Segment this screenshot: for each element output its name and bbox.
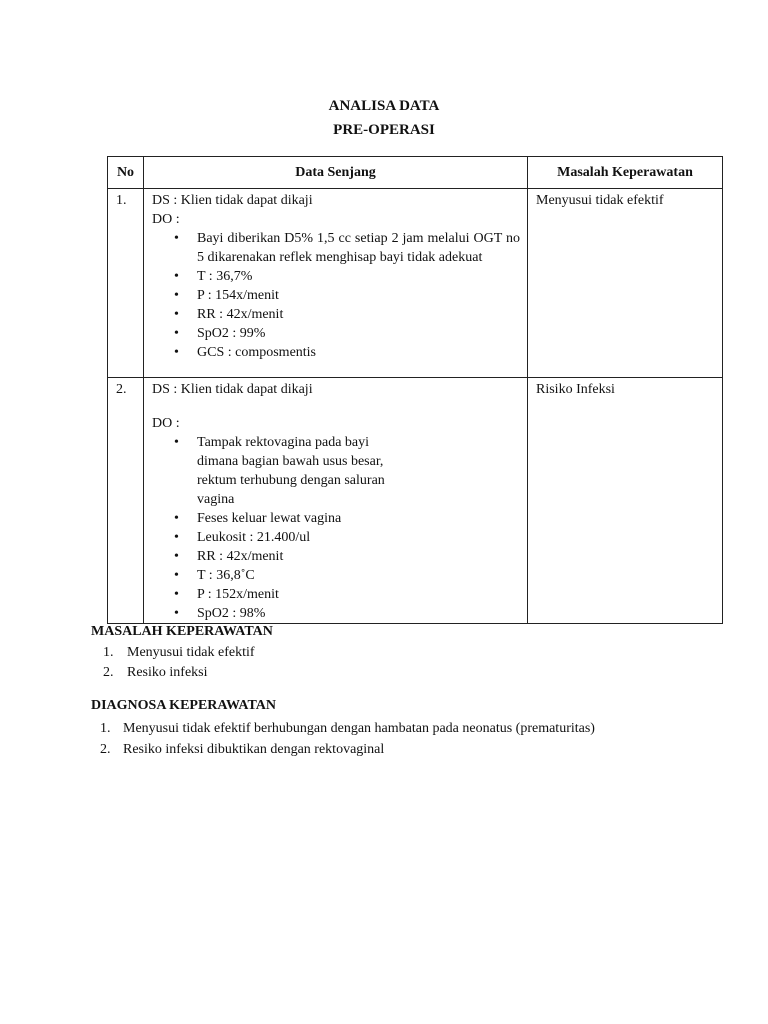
bullet-icon: • <box>174 288 179 303</box>
masalah-cell: Menyusui tidak efektif <box>528 189 723 378</box>
header-data-senjang: Data Senjang <box>144 157 528 189</box>
list-item: 2. Resiko infeksi dibuktikan dengan rektovaginal <box>100 742 385 757</box>
masalah-keperawatan-heading: MASALAH KEPERAWATAN <box>91 624 273 639</box>
list-item: • P : 154x/menit <box>174 288 279 303</box>
document-subtitle: PRE-OPERASI <box>333 122 435 138</box>
list-item: • T : 36,8˚C <box>174 568 255 583</box>
masalah-keperawatan-list <box>103 643 255 683</box>
masalah-cell: Risiko Infeksi <box>528 378 723 624</box>
bullet-icon: • <box>174 269 179 284</box>
diagnosa-keperawatan-heading: DIAGNOSA KEPERAWATAN <box>91 698 277 713</box>
bullet-icon: • <box>174 549 179 564</box>
list-item: • P : 152x/menit <box>174 587 279 602</box>
list-item: • RR : 42x/menit <box>174 549 284 564</box>
list-item: • Tampak rektovagina pada bayi dimana bagian bawah usus besar, rektum terhubung dengan saluran vagina <box>174 435 385 507</box>
list-item: • SpO2 : 98% <box>174 606 266 621</box>
data-senjang-cell <box>144 378 528 624</box>
list-item: • SpO2 : 99% <box>174 326 266 341</box>
list-item: • T : 36,7% <box>174 269 253 284</box>
list-item: 1. Menyusui tidak efektif <box>103 645 255 660</box>
table-header-row <box>108 157 723 189</box>
row-number: 2. <box>108 378 144 624</box>
table-row <box>108 189 723 378</box>
list-item: 1. Menyusui tidak efektif berhubungan dengan hambatan pada neonatus (prematuritas) <box>100 721 595 736</box>
list-item: • GCS : composmentis <box>174 345 317 360</box>
header-masalah-keperawatan: Masalah Keperawatan <box>528 157 723 189</box>
bullet-icon: • <box>174 606 179 621</box>
table-row <box>108 378 723 624</box>
header-no: No <box>108 157 144 189</box>
list-item: • Feses keluar lewat vagina <box>174 511 342 526</box>
list-item: • Bayi diberikan D5% 1,5 cc setiap 2 jam melalui OGT no 5 dikarenakan reflek menghisap bayi tidak adekuat <box>174 231 520 265</box>
list-item: 2. Resiko infeksi <box>103 665 208 680</box>
data-senjang-cell <box>144 189 528 378</box>
list-item: • RR : 42x/menit <box>174 307 284 322</box>
document-title: ANALISA DATA <box>328 98 440 114</box>
analysis-table <box>107 156 723 624</box>
do-label: DO : <box>152 416 180 431</box>
do-list <box>152 229 520 362</box>
list-item: • Leukosit : 21.400/ul <box>174 530 311 545</box>
bullet-icon: • <box>174 231 179 246</box>
bullet-icon: • <box>174 568 179 583</box>
bullet-icon: • <box>174 435 179 450</box>
ds-text: DS : Klien tidak dapat dikaji <box>152 193 313 208</box>
bullet-icon: • <box>174 307 179 322</box>
ds-text: DS : Klien tidak dapat dikaji <box>152 382 313 397</box>
bullet-icon: • <box>174 326 179 341</box>
bullet-icon: • <box>174 530 179 545</box>
do-label: DO : <box>152 212 180 227</box>
diagnosa-keperawatan-list <box>100 719 595 760</box>
bullet-icon: • <box>174 587 179 602</box>
bullet-icon: • <box>174 511 179 526</box>
do-list <box>152 433 520 623</box>
row-number: 1. <box>108 189 144 378</box>
bullet-icon: • <box>174 345 179 360</box>
